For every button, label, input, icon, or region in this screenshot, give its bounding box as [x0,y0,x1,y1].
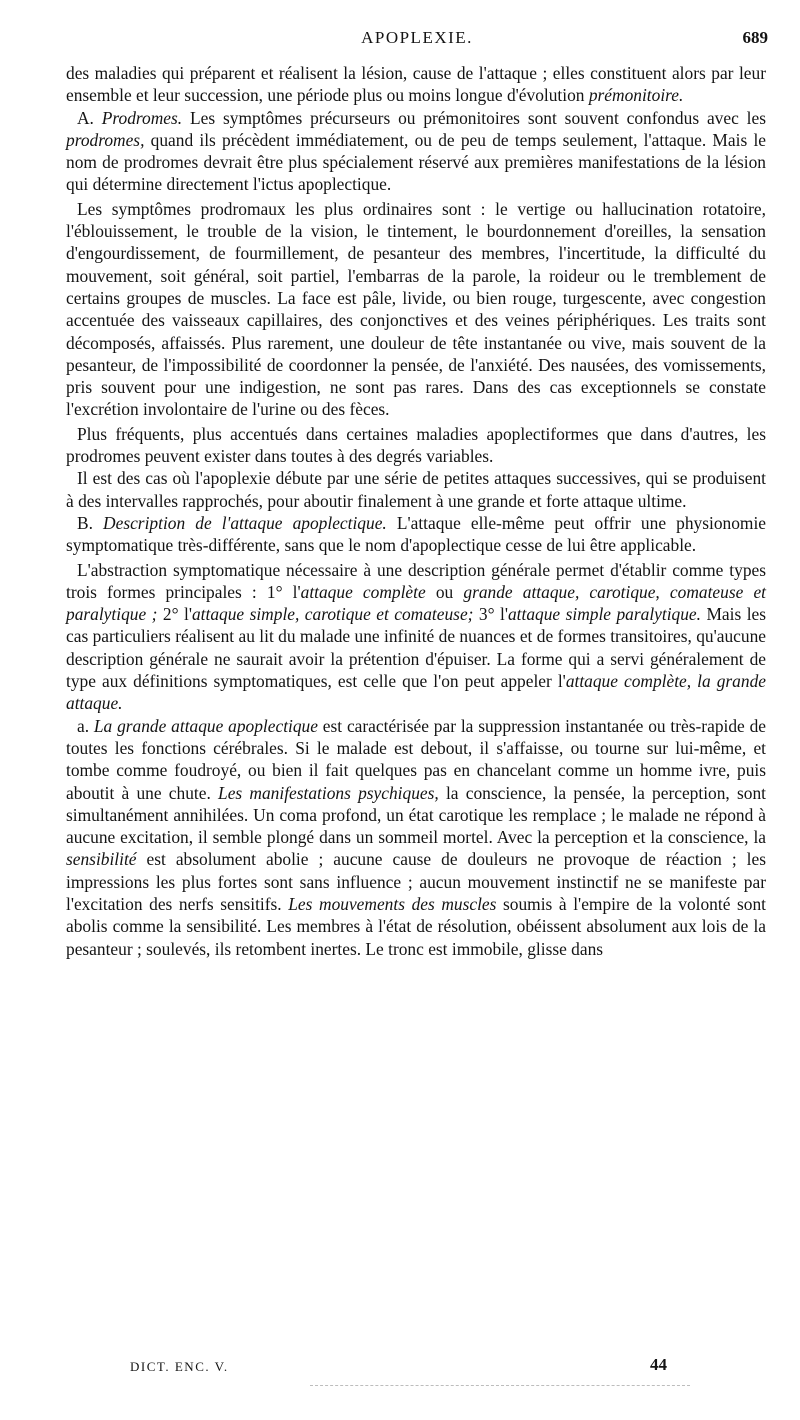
text-run: L'abstraction symptomatique nécessaire à une description générale permet d'établir comme types trois formes principales : 1° l' [66,559,766,602]
paragraph-grande-attaque [66,715,766,960]
text-run: 3° l' [473,604,508,625]
italic-text-run: Prodromes. [101,107,183,128]
text-run: a. [77,715,94,736]
print-bleed-marks [310,1385,690,1388]
page-footer [130,1355,700,1381]
text-run: ou [425,581,464,602]
text-run: des maladies qui préparent et réalisent la lésion, cause de l'attaque ; elles constituent alors par leur ensemble et leur succession, une période plus ou moins longue d'évolution [66,63,766,106]
italic-text-run: prémonitoire. [588,85,684,106]
italic-text-run: Les manifestations psychiques, [218,782,439,803]
text-run: Il est des cas où l'apoplexie débute par une série de petites attaques successives, qui se produisent à des intervalles rapprochés, pour aboutir finalement à une grande et forte attaque ultime. [66,468,766,511]
italic-text-run: grande attaque, carotique, comateuse et paralytique ; [66,581,766,625]
text-run: A. [77,107,102,128]
italic-text-run: attaque complète [300,581,426,602]
page-number: 689 [742,28,768,47]
text-run: quand ils précèdent immédiatement, ou de peu de temps seulement, l'attaque. Mais le nom de prodromes devrait être plus spécialement réservé aux premières manifestations de la lésion qui détermine directement l'ictus apoplectique. [66,129,766,195]
italic-text-run: sensibilité [66,849,137,870]
italic-text-run: La grande attaque apoplectique [93,715,318,736]
italic-text-run: Les mouvements des muscles [288,893,497,914]
paragraph-abstraction [66,559,766,715]
italic-text-run: attaque simple, carotique et comateuse; [191,604,474,625]
italic-text-run: attaque complète, la grande attaque. [66,671,766,714]
italic-text-run: prodromes, [66,129,145,150]
page-header [66,28,768,54]
text-run: Mais les cas particuliers réalisent au lit du malade une infinité de nuances et de formes transitoires, qu'aucune description générale ne saurait avoir la prétention d'épuiser. La forme qui a servi généralement de type aux définitions symptomatiques, est celle que l'on peut appeler l' [66,604,767,692]
body-text [66,62,766,960]
text-run: est caractérisée par la suppression instantanée ou très-rapide de toutes les fonctions cérébrales. Si le malade est debout, il s'affaisse, ou tourne sur lui-même, et tombe comme foudroyé, ou bien il fait quelques pas en chancelant comme un homme ivre, puis aboutit à une chute. [66,715,766,803]
italic-text-run: Description de l'attaque apoplectique. [103,512,387,533]
signature-mark: DICT. ENC. V. [130,1359,229,1374]
text-run: Les symptômes précurseurs ou prémonitoires sont souvent confondus avec les [182,107,766,128]
sheet-number: 44 [650,1355,667,1374]
text-run: 2° l' [157,604,192,625]
text-run: Les symptômes prodromaux les plus ordinaires sont : le vertige ou hallucination rotatoire, l'éblouissement, le trouble de la vision, le tintement, le bourdonnement d'oreilles, la sensation d'engourdissement, de fourmillement, de pesanteur des membres, l'incertitude, la difficulté du mouvement, soit général, soit partiel, l'embarras de la parole, la roideur ou le tremblement de certains groupes de muscles. La face est pâle, livide, ou bien rouge, turgescente, avec congestion accentuée des vaisseaux capillaires, des conjonctives et des veines périphériques. Les traits sont décomposés, affaissés. Plus rarement, une douleur de tête instantanée ou vive, mais souvent de la pesanteur, de l'impossibilité de coordonner la pensée, de l'anxiété. Des nausées, des vomissements, pris souvent pour une indigestion, ne sont pas rares. Dans des cas exceptionnels se constate l'excrétion involontaire de l'urine ou des fèces. [66,198,766,420]
paragraph-description [66,512,766,557]
text-run: B. [77,512,104,533]
running-title: APOPLEXIE. [361,28,473,47]
paragraph-small-attacks [66,467,766,512]
text-run: est absolument abolie ; aucune cause de douleurs ne provoque de réaction ; les impressions les plus fortes sont sans influence ; aucun mouvement instinctif ne se manifeste par l'excitation des nerfs sensitifs. [66,849,766,914]
paragraph-prodromes [66,107,766,196]
text-run: L'attaque elle-même peut offrir une physionomie symptomatique très-différente, sans que le nom d'apoplectique cesse de lui être applicable. [66,512,766,556]
text-run: Plus fréquents, plus accentués dans certaines maladies apoplectiformes que dans d'autres, les prodromes peuvent exister dans toutes à des degrés variables. [66,423,766,467]
paragraph-symptoms [66,198,766,421]
paragraph-continuation [66,62,766,107]
text-run: soumis à l'empire de la volonté sont abolis comme la sensibilité. Les membres à l'état de résolution, obéissent absolument aux lois de la pesanteur ; soulevés, ils retombent inertes. Le tronc est immobile, glisse dans [66,893,766,959]
italic-text-run: attaque simple paralytique. [507,604,701,625]
text-run: la conscience, la pensée, la perception, sont simultanément annihilées. Un coma profond, un état carotique les remplace ; le malade ne répond à aucune excitation, il semble plongé dans un sommeil mortel. Avec la perception et la conscience, la [66,782,766,848]
paragraph-frequency [66,423,766,468]
